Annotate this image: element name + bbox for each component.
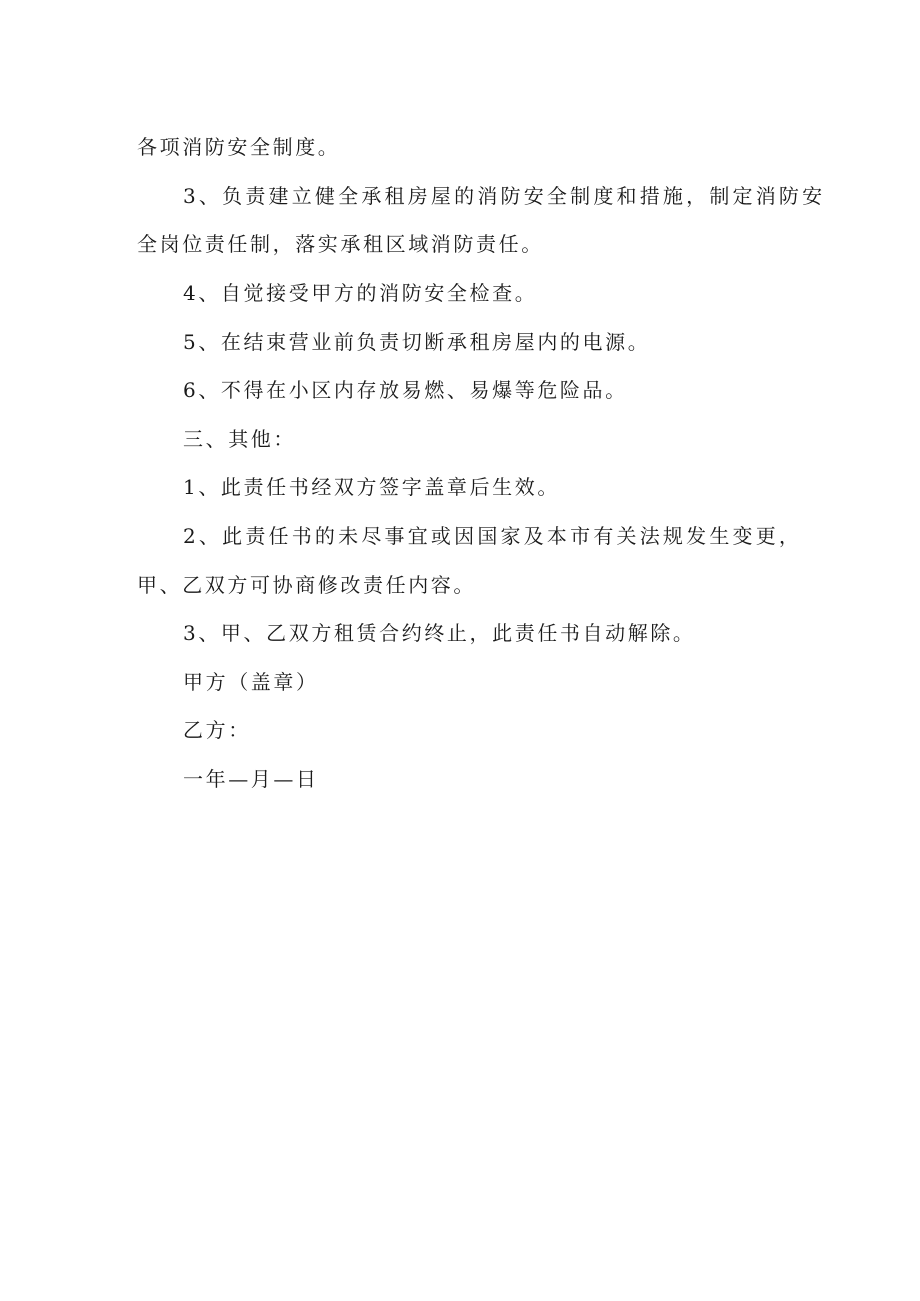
text-line-item-3: 3、负责建立健全承租房屋的消防安全制度和措施，制定消防安 — [183, 184, 826, 208]
section-heading-other: 三、其他： — [183, 427, 296, 451]
text-line-item-6: 6、不得在小区内存放易燃、易爆等危险品。 — [183, 378, 628, 402]
text-line-item-3-continuation: 全岗位责任制，落实承租区域消防责任。 — [137, 232, 544, 256]
text-line-other-2: 2、此责任书的未尽事宜或因国家及本市有关法规发生变更， — [183, 524, 803, 548]
text-line-other-1: 1、此责任书经双方签字盖章后生效。 — [183, 475, 560, 499]
text-line-continuation: 各项消防安全制度。 — [137, 135, 341, 159]
text-line-item-5: 5、在结束营业前负责切断承租房屋内的电源。 — [183, 330, 651, 354]
signature-date: 一年—月—日 — [183, 767, 319, 791]
signature-party-b: 乙方： — [183, 718, 251, 742]
text-line-other-3: 3、甲、乙双方租赁合约终止，此责任书自动解除。 — [183, 621, 696, 645]
text-line-item-4: 4、自觉接受甲方的消防安全检查。 — [183, 281, 538, 305]
text-line-other-2-continuation: 甲、乙双方可协商修改责任内容。 — [137, 573, 476, 597]
signature-party-a: 甲方（盖章） — [183, 670, 319, 694]
